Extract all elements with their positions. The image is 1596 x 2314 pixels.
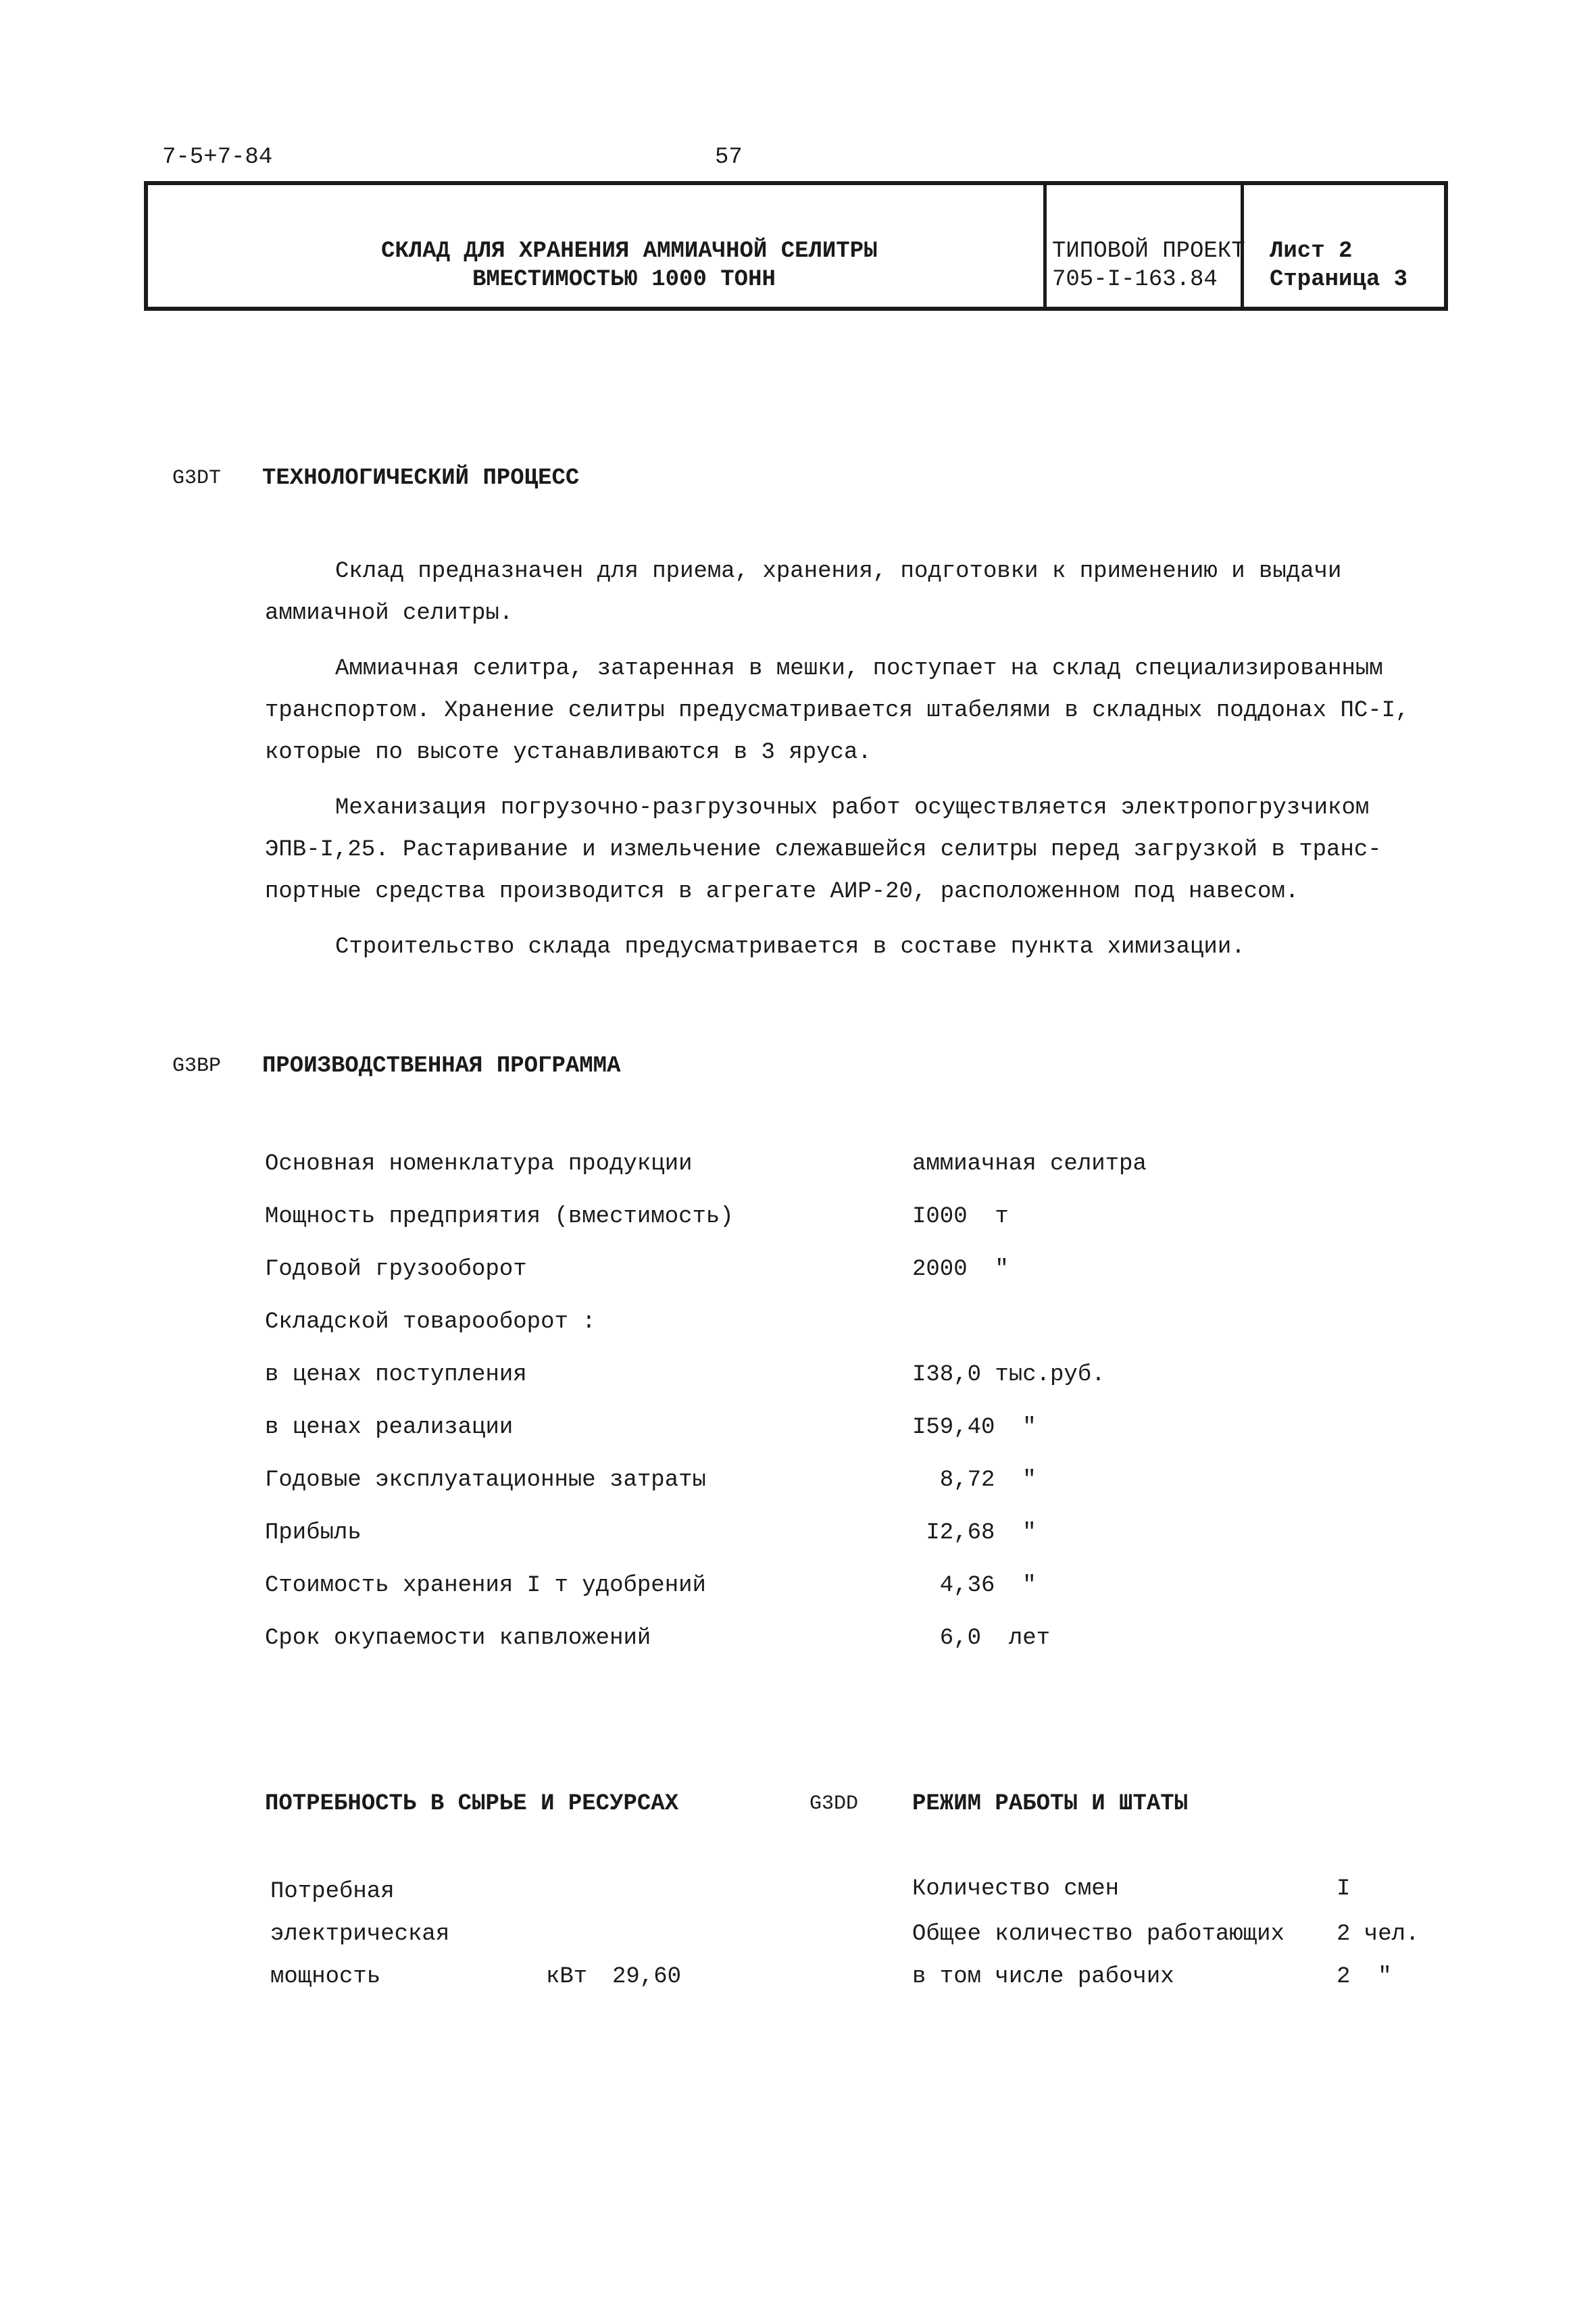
section-code: G3BP bbox=[172, 1055, 222, 1078]
paragraph-line: Механизация погрузочно-разгрузочных работ осуществляется электропогрузчиком bbox=[335, 795, 1370, 821]
program-row-value: 6,0 лет bbox=[912, 1626, 1051, 1651]
program-row-value: I2,68 " bbox=[912, 1520, 1037, 1546]
program-row-value: аммиачная селитра bbox=[912, 1151, 1147, 1177]
page-label: Страница 3 bbox=[1270, 267, 1408, 293]
staff-row-label: в том числе рабочих bbox=[912, 1964, 1174, 1990]
section-heading: РЕЖИМ РАБОТЫ И ШТАТЫ bbox=[912, 1791, 1189, 1817]
program-row-value: 4,36 " bbox=[912, 1573, 1037, 1599]
section-heading: ТЕХНОЛОГИЧЕСКИЙ ПРОЦЕСС bbox=[262, 466, 580, 491]
program-row-label: Мощность предприятия (вместимость) bbox=[265, 1204, 734, 1230]
program-row-value: 2000 " bbox=[912, 1257, 1009, 1282]
staff-row-label: Общее количество работающих bbox=[912, 1921, 1285, 1947]
program-row-label: Годовые эксплуатационные затраты bbox=[265, 1467, 706, 1493]
paragraph-line: Склад предназначен для приема, хранения, подготовки к применению и выдачи bbox=[335, 559, 1342, 584]
section-code: G3DT bbox=[172, 467, 222, 490]
resource-line: мощность bbox=[270, 1964, 381, 1990]
staff-row-value: 2 чел. bbox=[1337, 1921, 1420, 1947]
program-row-label: Основная номенклатура продукции bbox=[265, 1151, 693, 1177]
program-row-label: в ценах реализации bbox=[265, 1415, 514, 1440]
doc-title-line1: СКЛАД ДЛЯ ХРАНЕНИЯ АММИАЧНОЙ СЕЛИТРЫ bbox=[381, 238, 878, 264]
program-row-label: Прибыль bbox=[265, 1520, 361, 1546]
paragraph-line: Строительство склада предусматривается в составе пункта химизации. bbox=[335, 934, 1245, 960]
title-block bbox=[144, 181, 1448, 311]
staff-row-value: I bbox=[1337, 1876, 1351, 1902]
program-row-label: Срок окупаемости капвложений bbox=[265, 1626, 651, 1651]
title-block-divider bbox=[1043, 185, 1047, 307]
doc-title-line2: ВМЕСТИМОСТЬЮ 1000 ТОНН bbox=[472, 267, 776, 293]
staff-row-value: 2 " bbox=[1337, 1964, 1392, 1990]
paragraph-line: портные средства производится в агрегате АИР-20, расположенном под навесом. bbox=[265, 879, 1299, 905]
sheet-number: Лист 2 bbox=[1270, 238, 1353, 264]
resource-line: электрическая bbox=[270, 1921, 450, 1947]
paragraph-line: Аммиачная селитра, затаренная в мешки, поступает на склад специализированным bbox=[335, 656, 1383, 682]
program-row-label: в ценах поступления bbox=[265, 1362, 527, 1388]
paragraph-line: ЭПВ-I,25. Растаривание и измельчение слежавшейся селитры перед загрузкой в транс- bbox=[265, 837, 1382, 863]
program-row-value: 8,72 " bbox=[912, 1467, 1037, 1493]
resource-line: Потребная bbox=[270, 1879, 395, 1905]
section-heading: ПОТРЕБНОСТЬ В СЫРЬЕ И РЕСУРСАХ bbox=[265, 1791, 679, 1817]
resource-value: 29,60 bbox=[612, 1964, 682, 1990]
program-row-value: I38,0 тыс.руб. bbox=[912, 1362, 1105, 1388]
program-row-value: I000 т bbox=[912, 1204, 1009, 1230]
paragraph-line: которые по высоте устанавливаются в 3 яруса. bbox=[265, 740, 872, 765]
program-row-label: Годовой грузооборот bbox=[265, 1257, 527, 1282]
staff-row-label: Количество смен bbox=[912, 1876, 1120, 1902]
paragraph-line: аммиачной селитры. bbox=[265, 601, 514, 626]
program-row-value: I59,40 " bbox=[912, 1415, 1037, 1440]
project-label: ТИПОВОЙ ПРОЕКТ bbox=[1052, 238, 1245, 264]
section-code: G3DD bbox=[809, 1792, 859, 1815]
program-row-label: Складской товарооборот : bbox=[265, 1309, 596, 1335]
paragraph-line: транспортом. Хранение селитры предусматривается штабелями в складных поддонах ПС-I, bbox=[265, 698, 1410, 724]
doc-code: 7-5+7-84 bbox=[162, 145, 273, 170]
page-number: 57 bbox=[715, 145, 743, 170]
section-heading: ПРОИЗВОДСТВЕННАЯ ПРОГРАММА bbox=[262, 1053, 621, 1079]
project-number: 705-I-163.84 bbox=[1052, 267, 1218, 293]
program-row-label: Стоимость хранения I т удобрений bbox=[265, 1573, 706, 1599]
resource-unit: кВт bbox=[546, 1964, 588, 1990]
